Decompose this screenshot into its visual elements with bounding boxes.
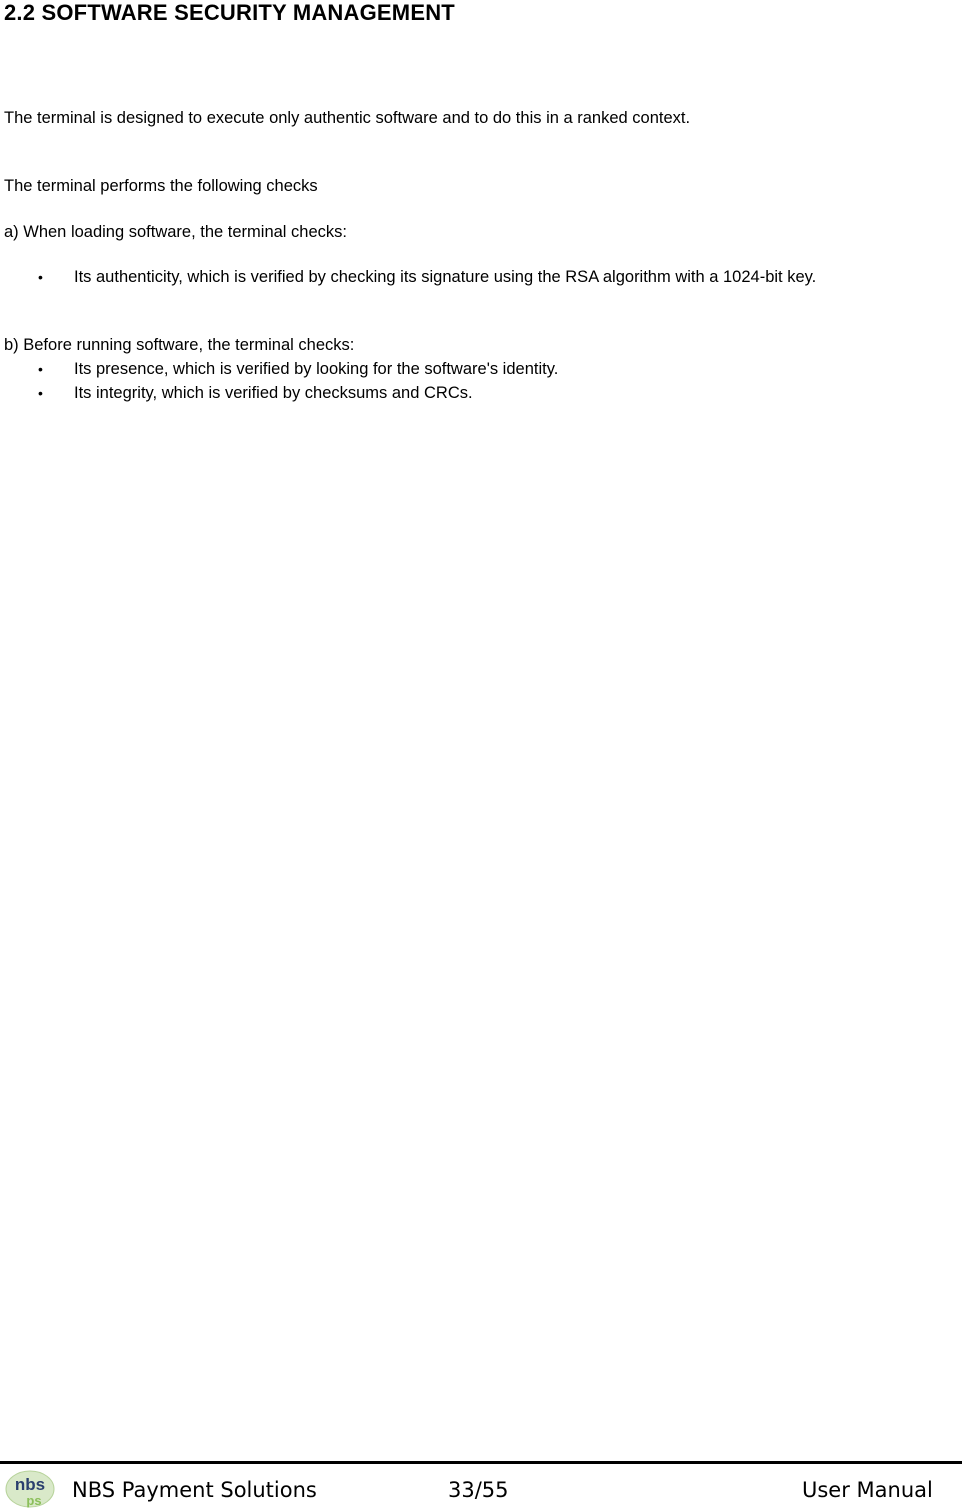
item-a-bullet-text: Its authenticity, which is verified by checking its signature using the RSA algorithm with a 1024-bit key. (74, 268, 817, 286)
footer-page-number: 33/55 (448, 1478, 509, 1502)
bullet-icon: • (38, 385, 43, 401)
item-a-label: a) When loading software, the terminal checks: (4, 223, 347, 241)
intro-paragraph: The terminal is designed to execute only authentic software and to do this in a ranked context. (4, 109, 691, 127)
checks-lead-paragraph: The terminal performs the following checks (4, 177, 318, 195)
page-footer (0, 1466, 962, 1510)
footer-divider (0, 1461, 962, 1464)
page-title: 2.2 SOFTWARE SECURITY MANAGEMENT (4, 0, 455, 25)
bullet-icon: • (38, 361, 43, 377)
svg-text:nbs: nbs (14, 1475, 46, 1494)
bullet-icon: • (38, 269, 43, 285)
nbs-ps-logo-icon (4, 1470, 56, 1508)
item-b-bullet-text: Its presence, which is verified by looking for the software's identity. (74, 360, 559, 378)
item-b-bullet-text: Its integrity, which is verified by checksums and CRCs. (74, 384, 473, 402)
footer-company-name: NBS Payment Solutions (72, 1478, 317, 1502)
item-b-label: b) Before running software, the terminal checks: (4, 336, 355, 354)
footer-document-type: User Manual (802, 1478, 933, 1502)
svg-text:ps: ps (26, 1493, 42, 1508)
